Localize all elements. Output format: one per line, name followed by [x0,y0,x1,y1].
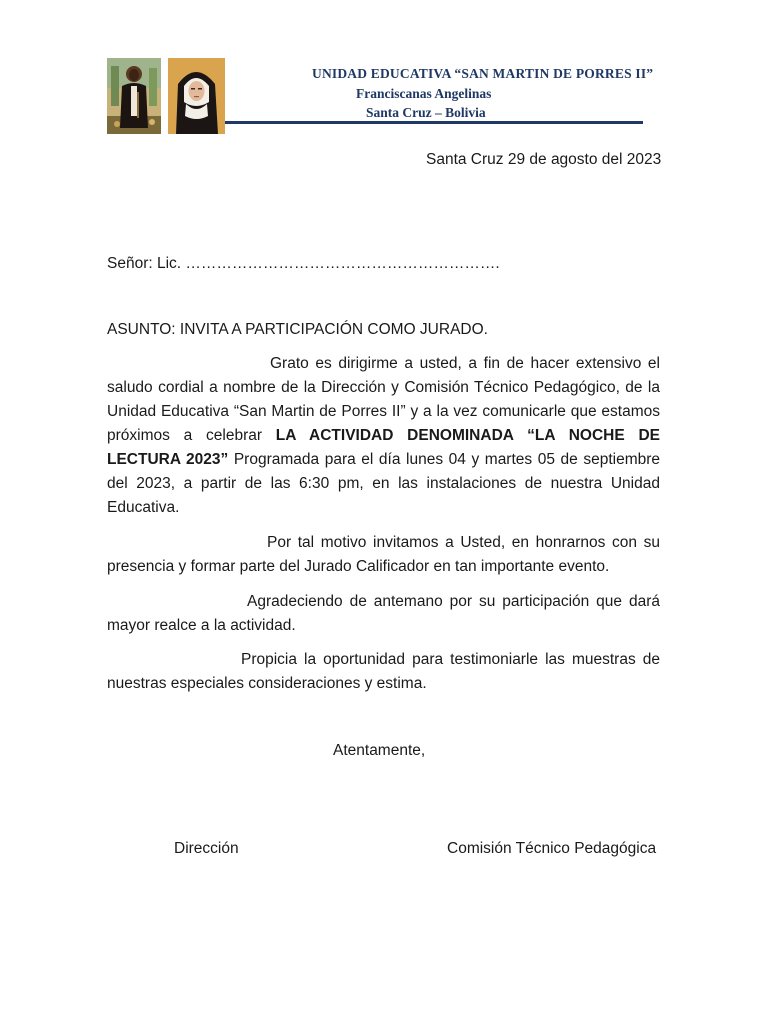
signature-direction: Dirección [174,840,239,857]
paragraph-invitation-text-1: Grato es dirigirme a usted, a fin de hacer extensivo el saludo cordial a nombre de la Dirección y Comisión Técnico Pedagógico, de la Unidad Educativa “San Martin de Porres II” y a la vez comunicarle que estamos próximos a celebrar [107,355,660,444]
congregation-name: Franciscanas Angelinas [356,86,492,101]
paragraph-regards: Propicia la oportunidad para testimoniarle las muestras de nuestras especiales consideraciones y estima. [107,651,660,692]
paragraph-invitation [107,352,660,520]
saint-portrait-logo [107,58,161,134]
paragraph-invitation-text-2: Programada para el día lunes 04 y martes 05 de septiembre del 2023, a partir de las 6:30 pm, en las instalaciones de nuestra Unidad Educativa. [107,451,661,516]
header-divider [225,121,643,124]
letter-date: Santa Cruz 29 de agosto del 2023 [426,151,662,168]
letter-closing: Atentamente, [333,742,426,759]
event-name-bold: LA ACTIVIDAD DENOMINADA “LA NOCHE DE LECTURA 2023” [107,427,660,468]
letter-subject: ASUNTO: INVITA A PARTICIPACIÓN COMO JURADO. [107,321,488,338]
school-name: UNIDAD EDUCATIVA “SAN MARTIN DE PORRES II” [312,66,654,81]
signature-commission: Comisión Técnico Pedagógica [447,840,657,857]
letter-addressee: Señor: Lic. ……………………………………………………. [107,255,500,272]
paragraph-jury: Por tal motivo invitamos a Usted, en honrarnos con su presencia y formar parte del Jurado Calificador en tan importante evento. [107,534,660,575]
paragraph-thanks: Agradeciendo de antemano por su participación que dará mayor realce a la actividad. [107,593,660,634]
school-location: Santa Cruz – Bolivia [366,105,486,120]
nun-portrait-logo [168,58,225,134]
